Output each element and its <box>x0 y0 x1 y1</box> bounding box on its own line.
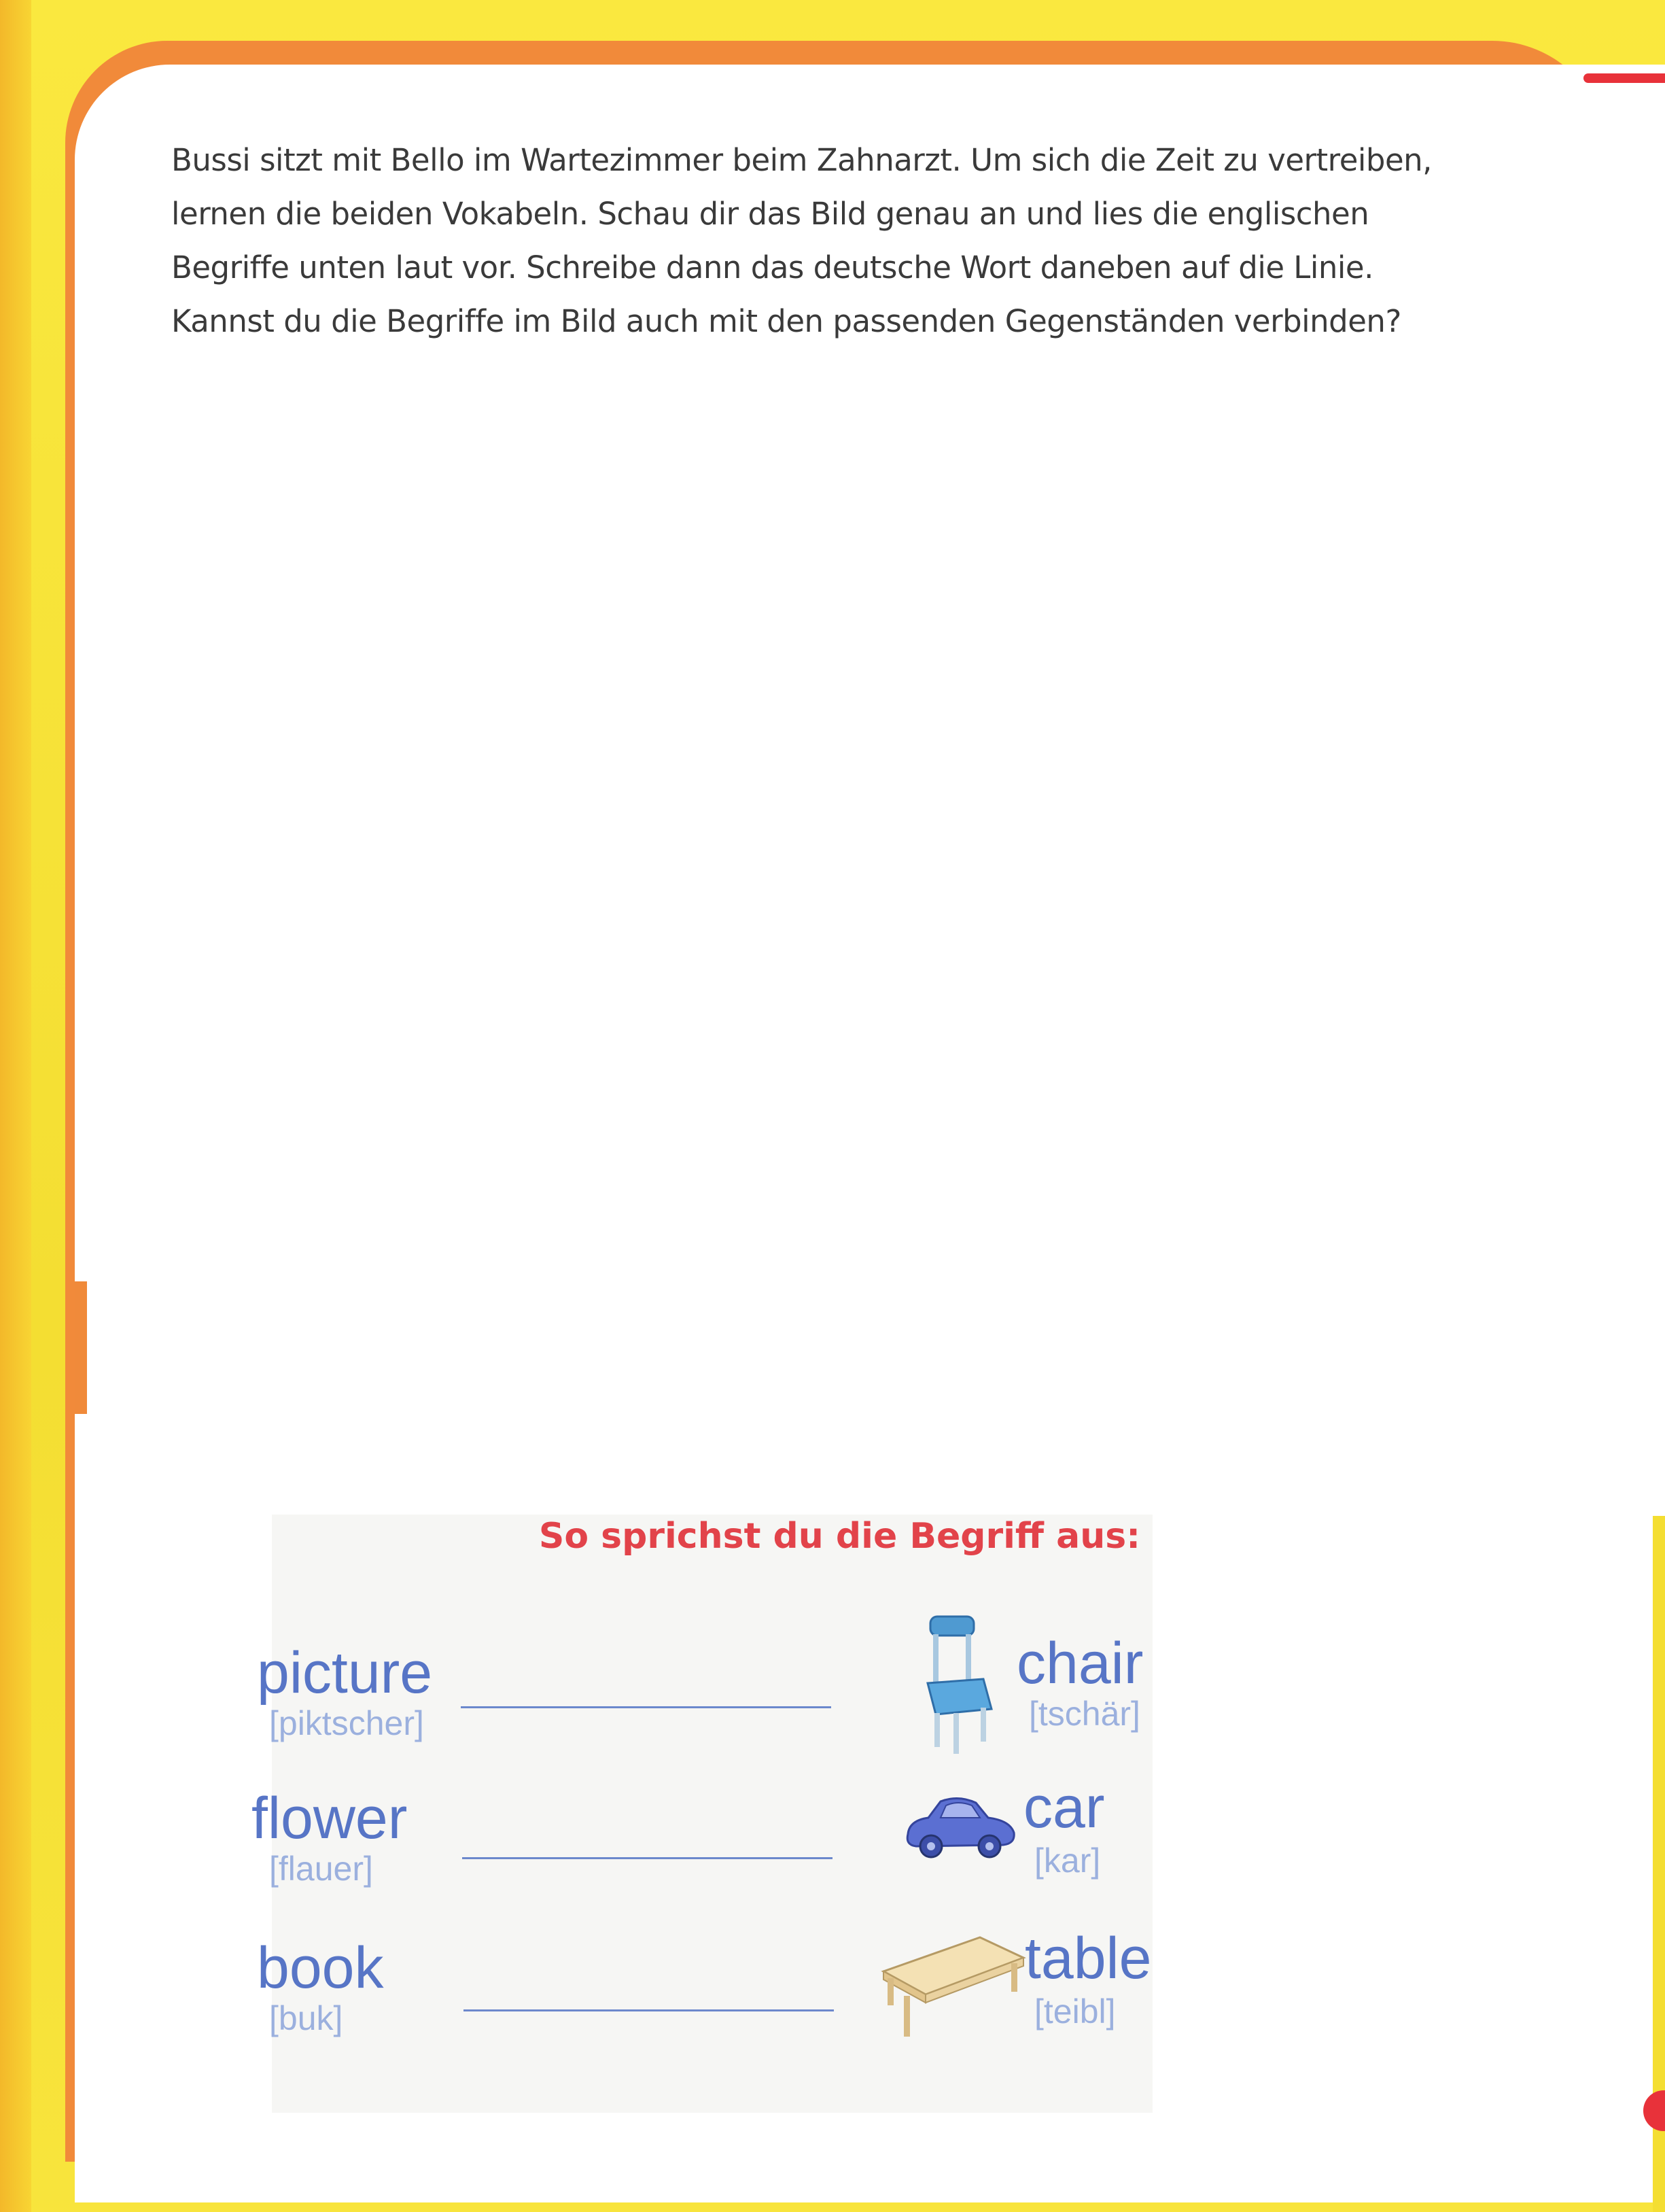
pronunciation-book: [buk] <box>269 1999 343 2037</box>
table-icon <box>878 1932 1029 2041</box>
word-picture: picture <box>257 1640 433 1706</box>
right-red-tab <box>1583 73 1665 83</box>
answer-line-picture[interactable] <box>461 1706 831 1708</box>
word-book: book <box>257 1935 384 2001</box>
instructions-line: Bussi sitzt mit Bello im Wartezimmer beim Zahnarzt. Um sich die Zeit zu vertreiben, <box>171 142 1432 178</box>
instructions-paragraph <box>171 133 1483 348</box>
pronunciation-table: [teibl] <box>1034 1992 1116 2030</box>
word-table: table <box>1025 1926 1152 1991</box>
white-page-right-extension <box>1563 78 1665 1516</box>
pronunciation-chair: [tschär] <box>1029 1695 1140 1733</box>
pronunciation-picture: [piktscher] <box>269 1704 424 1742</box>
instructions-line: Kannst du die Begriffe im Bild auch mit den passenden Gegenständen verbinden? <box>171 303 1401 339</box>
pronunciation-flower: [flauer] <box>269 1850 373 1888</box>
chair-icon <box>921 1614 996 1757</box>
word-car: car <box>1023 1775 1105 1840</box>
answer-line-flower[interactable] <box>462 1857 832 1859</box>
vocabulary-box <box>251 1515 1153 2113</box>
vocabulary-title: So sprichst du die Begriff aus: <box>538 1516 1140 1557</box>
left-edge-stripe <box>0 0 31 2212</box>
left-orange-accent <box>75 1281 87 1414</box>
car-icon <box>901 1793 1018 1859</box>
instructions-line: Begriffe unten laut vor. Schreibe dann das deutsche Wort daneben auf die Linie. <box>171 249 1373 286</box>
word-flower: flower <box>251 1786 408 1851</box>
answer-line-book[interactable] <box>463 2009 834 2011</box>
word-chair: chair <box>1017 1631 1144 1696</box>
instructions-line: lernen die beiden Vokabeln. Schau dir das Bild genau an und lies die englischen <box>171 196 1369 232</box>
pronunciation-car: [kar] <box>1034 1842 1101 1880</box>
